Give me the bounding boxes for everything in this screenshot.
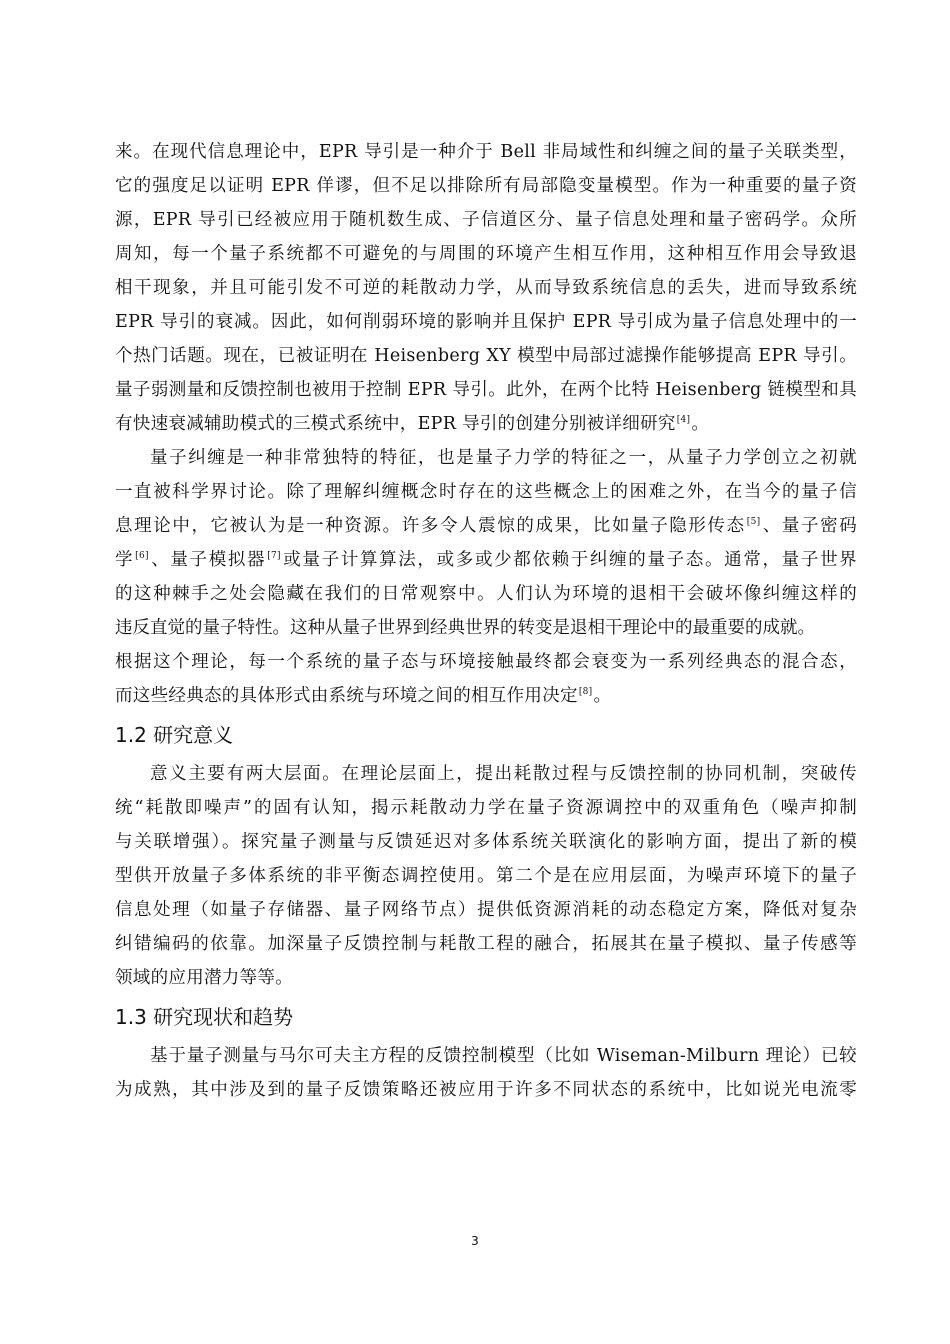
paragraph-line: 与关联增强）。探究量子测量与反馈延迟对多体系统关联演化的影响方面，提出了新的模 bbox=[115, 832, 857, 852]
paragraph-first-line: 基于量子测量与马尔可夫主方程的反馈控制模型（比如 Wiseman-Milburn 理论）已较 bbox=[150, 1046, 857, 1066]
paragraph-text: 息理论中，它被认为是一种资源。许多令人震惊的成果，比如量子隐形传态 bbox=[115, 516, 746, 536]
paragraph-line: 周知，每一个量子系统都不可避免的与周围的环境产生相互作用，这种相互作用会导致退 bbox=[115, 244, 857, 264]
citation-ref: [6] bbox=[135, 551, 149, 561]
paragraph-text: 、量子模拟器 bbox=[149, 550, 267, 570]
paragraph-text: 而这些经典态的具体形式由系统与环境之间的相互作用决定 bbox=[115, 686, 578, 706]
paragraph-line bbox=[115, 512, 857, 540]
paragraph-line: 量子弱测量和反馈控制也被用于控制 EPR 导引。此外，在两个比特 Heisenberg 链模型和具 bbox=[115, 380, 857, 400]
citation-ref: [7] bbox=[267, 551, 281, 561]
paragraph-text: 。 bbox=[691, 414, 710, 434]
paragraph-first-line: 量子纠缠是一种非常独特的特征，也是量子力学的特征之一，从量子力学创立之初就 bbox=[150, 448, 857, 468]
section-heading-1-3: 1.3 研究现状和趋势 bbox=[115, 1005, 294, 1029]
paragraph-line: 源，EPR 导引已经被应用于随机数生成、子信道区分、量子信息处理和量子密码学。众所 bbox=[115, 210, 857, 230]
citation-ref: [5] bbox=[746, 517, 761, 527]
paragraph-first-line: 意义主要有两大层面。在理论层面上，提出耗散过程与反馈控制的协同机制，突破传 bbox=[150, 764, 857, 784]
paragraph-line: 为成熟，其中涉及到的量子反馈策略还被应用于许多不同状态的系统中，比如说光电流零 bbox=[115, 1080, 857, 1100]
paragraph-text: 学 bbox=[115, 550, 135, 570]
paragraph-line: EPR 导引的衰减。因此，如何削弱环境的影响并且保护 EPR 导引成为量子信息处理中的一 bbox=[115, 312, 857, 332]
paragraph-text: 。 bbox=[593, 686, 612, 706]
paragraph-line: 领域的应用潜力等等。 bbox=[115, 968, 293, 988]
paragraph-text: 有快速衰减辅助模式的三模式系统中，EPR 导引的创建分别被详细研究 bbox=[115, 414, 676, 434]
paragraph-line bbox=[115, 410, 709, 438]
paragraph-line: 统“耗散即噪声”的固有认知，揭示耗散动力学在量子资源调控中的双重角色（噪声抑制 bbox=[115, 798, 857, 818]
paragraph-line: 纠错编码的依靠。加深量子反馈控制与耗散工程的融合，拓展其在量子模拟、量子传感等 bbox=[115, 934, 857, 954]
paragraph-line: 型供开放量子多体系统的非平衡态调控使用。第二个是在应用层面，为噪声环境下的量子 bbox=[115, 866, 857, 886]
citation-ref: [4] bbox=[676, 415, 691, 425]
paragraph-line: 来。在现代信息理论中，EPR 导引是一种介于 Bell 非局域性和纠缠之间的量子关联类型， bbox=[115, 142, 857, 162]
paragraph-line: 个热门话题。现在，已被证明在 Heisenberg XY 模型中局部过滤操作能够提高 EPR 导引。 bbox=[115, 346, 857, 366]
paragraph-line: 的这种棘手之处会隐藏在我们的日常观察中。人们认为环境的退相干会破坏像纠缠这样的 bbox=[115, 584, 857, 604]
paragraph-line bbox=[115, 546, 857, 574]
paragraph-line bbox=[115, 682, 611, 710]
paragraph-line: 信息处理（如量子存储器、量子网络节点）提供低资源消耗的动态稳定方案，降低对复杂 bbox=[115, 900, 857, 920]
paragraph-text: 、量子密码 bbox=[761, 516, 857, 536]
page-number: 3 bbox=[471, 1234, 479, 1248]
paragraph-line: 它的强度足以证明 EPR 佯谬，但不足以排除所有局部隐变量模型。作为一种重要的量子资 bbox=[115, 176, 857, 196]
paragraph-text: 或量子计算算法，或多或少都依赖于纠缠的量子态。通常，量子世界 bbox=[281, 550, 857, 570]
citation-ref: [8] bbox=[578, 687, 593, 697]
paragraph-line: 相干现象，并且可能引发不可逆的耗散动力学，从而导致系统信息的丢失，进而导致系统 bbox=[115, 278, 857, 298]
paragraph-line: 一直被科学界讨论。除了理解纠缠概念时存在的这些概念上的困难之外，在当今的量子信 bbox=[115, 482, 857, 502]
paragraph-line: 根据这个理论，每一个系统的量子态与环境接触最终都会衰变为一系列经典态的混合态， bbox=[115, 652, 857, 672]
paragraph-line: 违反直觉的量子特性。这种从量子世界到经典世界的转变是退相干理论中的最重要的成就。 bbox=[115, 618, 815, 638]
section-heading-1-2: 1.2 研究意义 bbox=[115, 723, 234, 747]
